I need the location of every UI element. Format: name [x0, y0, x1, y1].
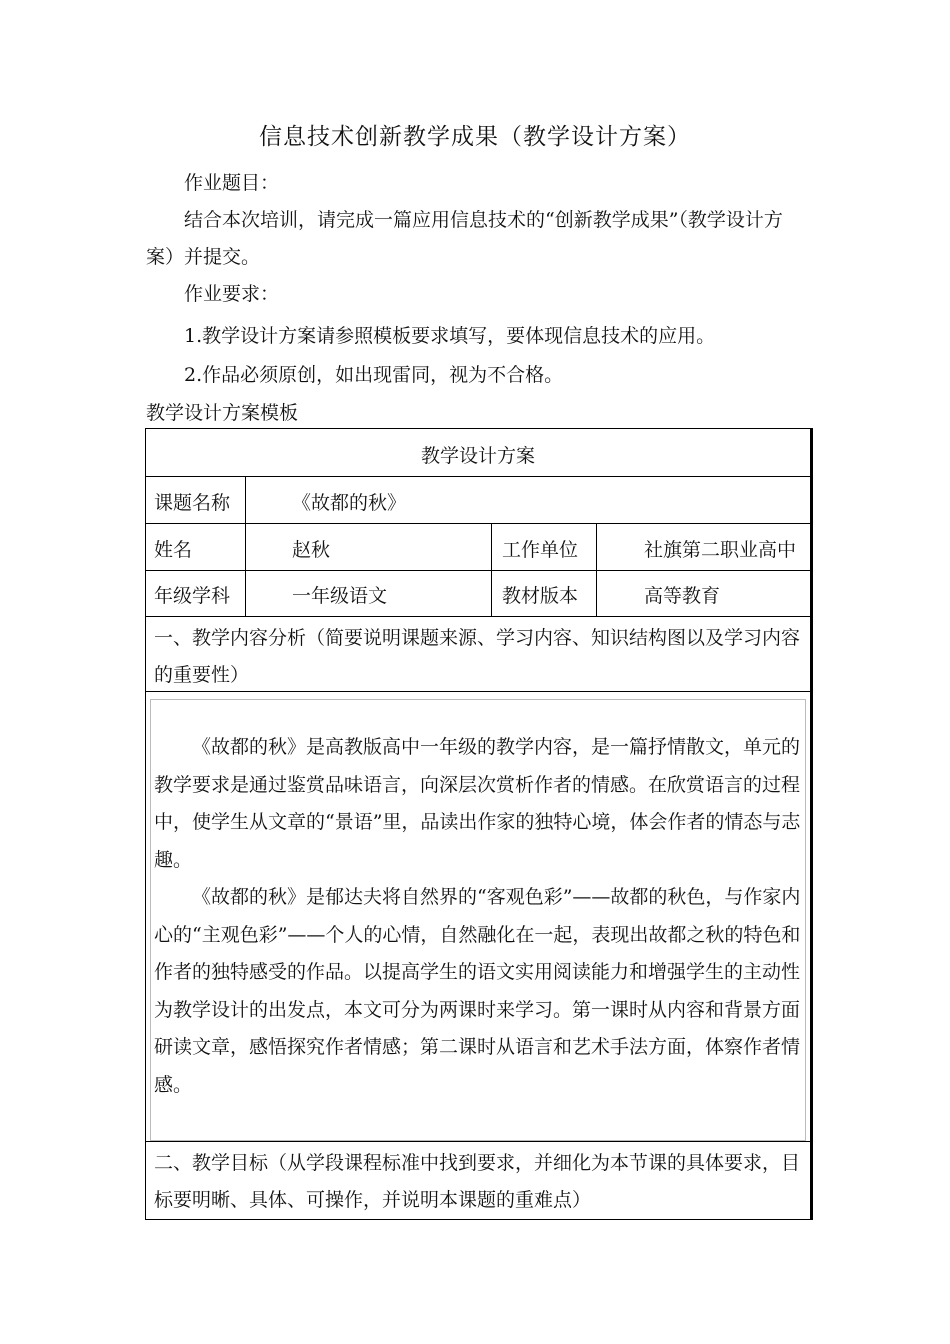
work-unit-label: 工作单位 — [502, 539, 579, 561]
requirement-2: 2.作品必须原创，如出现雷同，视为不合格。 — [184, 364, 564, 386]
grade-subject-label: 年级学科 — [154, 585, 231, 607]
section-1-paragraph-1: 《故都的秋》是高教版高中一年级的教学内容，是一篇抒情散文，单元的教学要求是通过鉴赏品味语言，向深层次赏析作者的情感。在欣赏语言的过程中，使学生从文章的“景语”里，品读出作家的独特心境，体会作者的情态与志趣。 — [154, 736, 801, 871]
template-label: 教学设计方案模板 — [146, 402, 299, 424]
name-value: 赵秋 — [292, 539, 331, 561]
topic-label: 作业题目： — [184, 172, 280, 194]
section-1-paragraph-2: 《故都的秋》是郁达夫将自然界的“客观色彩”——故都的秋色，与作家内心的“主观色彩”——个人的心情，自然融化在一起，表现出故都之秋的特色和作者的独特感受的作品。以提高学生的语文实用阅读能力和增强学生的主动性为教学设计的出发点，本文可分为两课时来学习。第一课时从内容和背景方面研读文章，感悟探究作者情感；第二课时从语言和艺术手法方面，体察作者情感。 — [154, 886, 801, 1096]
topic-text: 结合本次培训，请完成一篇应用信息技术的“创新教学成果”（教学设计方案）并提交。 — [146, 209, 783, 268]
table-rule — [245, 476, 246, 616]
table-rule — [146, 616, 810, 617]
table-rule — [491, 523, 492, 616]
lesson-plan-table — [145, 428, 811, 1220]
course-name-value: 《故都的秋》 — [292, 492, 407, 514]
work-unit-value: 社旗第二职业高中 — [644, 539, 797, 561]
table-header: 教学设计方案 — [420, 445, 535, 467]
table-rule — [596, 523, 597, 616]
textbook-value: 高等教育 — [644, 585, 721, 607]
section-2-heading: 二、教学目标（从学段课程标准中找到要求，并细化为本节课的具体要求，目标要明晰、具体、可操作，并说明本课题的重难点） — [154, 1152, 801, 1211]
table-right-border — [811, 428, 813, 1220]
table-rule — [146, 1141, 810, 1142]
requirement-1: 1.教学设计方案请参照模板要求填写，要体现信息技术的应用。 — [184, 325, 716, 347]
requirements-label: 作业要求： — [184, 283, 280, 305]
grade-subject-value: 一年级语文 — [292, 585, 388, 607]
section-1-heading: 一、教学内容分析（简要说明课题来源、学习内容、知识结构图以及学习内容的重要性） — [154, 627, 801, 686]
name-label: 姓名 — [154, 539, 193, 561]
course-name-label: 课题名称 — [154, 492, 231, 514]
textbook-label: 教材版本 — [502, 585, 579, 607]
page-title: 信息技术创新教学成果（教学设计方案） — [259, 124, 691, 150]
